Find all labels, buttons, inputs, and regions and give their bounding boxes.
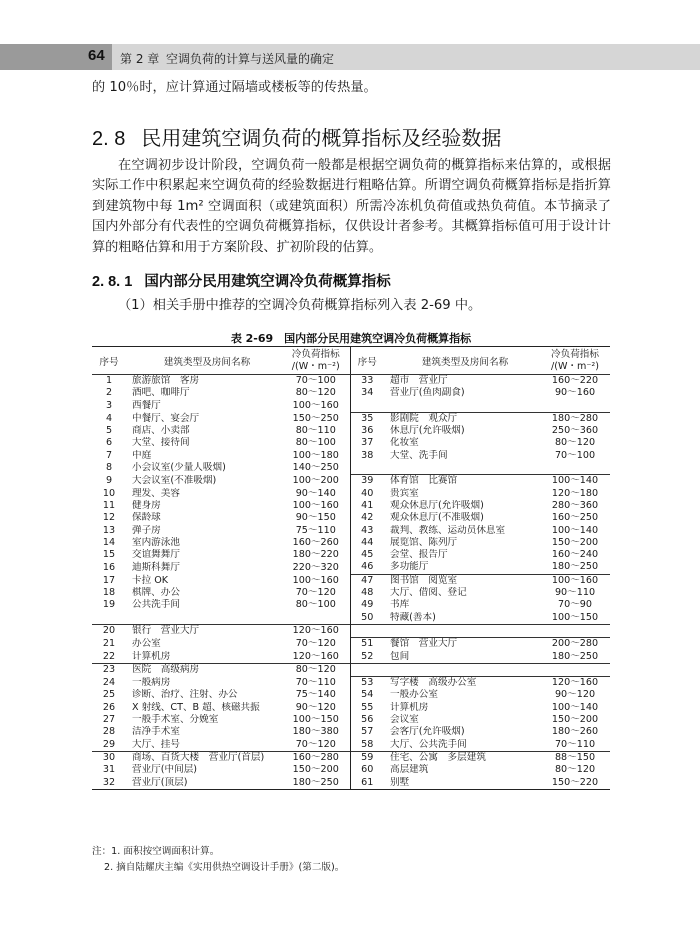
right-row-no: 37: [361, 437, 374, 449]
table-row: [92, 537, 610, 549]
left-row-name: 办公室: [132, 637, 161, 649]
right-row-value: 70～110: [554, 738, 596, 750]
subsection-number: 2. 8. 1: [92, 274, 133, 290]
left-row-name: 卡拉 OK: [132, 574, 169, 586]
right-row-no: 59: [350, 751, 384, 764]
header-value-right: [540, 347, 610, 375]
right-row-no: 56: [361, 714, 374, 726]
table-row: [92, 561, 610, 574]
right-row-value: 100～140: [551, 701, 599, 713]
left-row-no: 2: [105, 387, 113, 399]
section-number: 2. 8: [92, 128, 126, 150]
left-row-value: 100～150: [282, 714, 350, 726]
table-note-2: 2. 摘自陆耀庆主编《实用供热空调设计手册》(第二版)。: [104, 862, 345, 873]
left-row-name: 小会议室(少量人吸烟): [132, 462, 226, 474]
right-row-no: 52: [361, 650, 374, 662]
left-row-value: 100～180: [282, 450, 350, 462]
right-row-value: [540, 663, 610, 676]
subsection-heading: [92, 270, 391, 291]
left-row-value: 80～120: [282, 663, 350, 676]
left-row-value: 150～250: [282, 412, 350, 425]
right-row-no: 53: [350, 677, 384, 690]
right-row-name: 裁判、教练、运动员休息室: [390, 524, 506, 536]
left-row-name: 银行 营业大厅: [126, 624, 282, 637]
left-row-no: 21: [102, 637, 116, 649]
section-paragraph: 在空调初步设计阶段，空调负荷一般都是根据空调负荷的概算指标来估算的，或根据实际工作中积累起来空调负荷的经验数据进行粗略估算。所谓空调负荷概算指标是指折算到建筑物中每 1m² 空调面积（或建筑面积）所需冷冻机负荷值或热负荷值。本节摘录了国内外部分有代表性的空调负荷概算指标，仅供设计者参考。其概算指标值可用于设计计算的粗略估算和用于方案阶段、扩初阶段的估算。: [92, 158, 611, 255]
left-row-no: 17: [102, 574, 116, 586]
left-row-value: 120～160: [282, 624, 350, 637]
left-row-name: 公共洗手间: [132, 599, 180, 611]
right-row-name: 特藏(善本): [390, 611, 436, 623]
left-row-no: 3: [105, 399, 113, 411]
right-row-value: 250～360: [551, 425, 599, 437]
right-row-name: 会议室: [390, 714, 419, 726]
left-row-value: 90～120: [282, 702, 350, 714]
right-row-name: 多功能厅: [390, 561, 429, 573]
right-row-value: [540, 462, 610, 475]
right-row-value: [540, 400, 610, 413]
right-row-no: 58: [361, 738, 374, 750]
subsection-title: 国内部分民用建筑空调冷负荷概算指标: [144, 274, 391, 290]
right-row-value: 120～160: [540, 677, 610, 690]
right-row-name: 高层建筑: [390, 764, 429, 776]
left-row-no: 18: [102, 587, 116, 599]
table-row: [92, 677, 610, 690]
left-row-no: 32: [102, 776, 116, 788]
header-value-line1: 冷负荷指标: [551, 348, 599, 360]
left-row-value: 70～100: [282, 375, 350, 388]
left-row-value: 70～120: [282, 739, 350, 752]
header-no-right: 序号: [350, 347, 384, 375]
left-row-name: 大堂、接待间: [132, 437, 190, 449]
right-row-name: [384, 663, 540, 676]
right-row-no: 35: [350, 412, 384, 425]
left-row-value: 70～110: [282, 677, 350, 690]
right-row-name: 体育馆 比赛馆: [384, 475, 540, 488]
left-row-value: 150～200: [282, 764, 350, 776]
table-row: [92, 751, 610, 764]
table-row: [92, 512, 610, 524]
right-row-name: 住宅、公寓 多层建筑: [384, 751, 540, 764]
left-row-name: [126, 612, 282, 625]
right-row-no: [350, 400, 384, 413]
table-row: [92, 663, 610, 676]
table-caption: 表 2-69 国内部分民用建筑空调冷负荷概算指标: [230, 332, 472, 345]
left-row-value: 180～250: [282, 777, 350, 790]
right-row-value: 100～150: [551, 611, 599, 623]
left-row-no: 27: [102, 714, 116, 726]
right-row-name: 计算机房: [390, 701, 429, 713]
right-row-no: 40: [361, 487, 374, 499]
table-row: [92, 475, 610, 488]
left-row-name: 保龄球: [132, 512, 161, 524]
left-row-value: 100～160: [282, 574, 350, 587]
right-row-name: 休息厅(允许吸烟): [390, 425, 465, 437]
right-row-value: 88～150: [540, 751, 610, 764]
table-row: [92, 714, 610, 726]
left-row-no: 15: [102, 549, 116, 561]
table-row: [92, 488, 610, 500]
table-row: [92, 400, 610, 413]
right-row-no: 49: [361, 599, 374, 611]
right-row-name: [384, 400, 540, 413]
left-row-no: [92, 612, 126, 625]
left-row-name: 诊断、治疗、注射、办公: [132, 689, 238, 701]
table-row: [92, 739, 610, 752]
left-row-name: 健身房: [132, 499, 161, 511]
right-row-value: 180～250: [551, 650, 599, 662]
right-row-no: 47: [350, 574, 384, 587]
left-row-name: 洁净手术室: [132, 726, 180, 738]
left-row-value: 100～160: [282, 500, 350, 512]
left-row-value: 80～120: [282, 387, 350, 399]
left-row-name: 中庭: [132, 449, 152, 461]
table-row: [92, 412, 610, 425]
left-row-no: 30: [92, 751, 126, 764]
right-row-no: 44: [361, 536, 374, 548]
left-row-no: 6: [105, 437, 113, 449]
table-row: [92, 764, 610, 776]
left-row-value: 140～250: [282, 462, 350, 475]
left-row-no: 25: [102, 689, 116, 701]
right-row-value: 180～250: [551, 561, 599, 573]
left-row-no: 29: [102, 738, 116, 750]
right-row-value: 120～180: [551, 487, 599, 499]
left-row-no: 4: [105, 412, 113, 424]
right-row-no: 42: [361, 512, 374, 524]
left-row-value: 160～280: [282, 751, 350, 764]
header-value-line2: /(W・m⁻²): [291, 360, 340, 372]
left-row-no: 20: [92, 624, 126, 637]
right-row-value: 180～280: [540, 412, 610, 425]
continued-text: 的 10％时，应计算通过隔墙或楼板等的传热量。: [92, 80, 377, 95]
right-row-name: 观众休息厅(不准吸烟): [390, 512, 484, 524]
right-row-value: 90～110: [554, 587, 596, 599]
right-row-name: 会客厅(允许吸烟): [390, 726, 465, 738]
left-row-value: 220～320: [282, 561, 350, 574]
left-row-no: 12: [102, 512, 116, 524]
left-row-no: 26: [102, 701, 116, 713]
left-row-name: 商场、百货大楼 营业厅(首层): [126, 751, 282, 764]
left-row-name: 迪斯科舞厅: [132, 561, 180, 573]
right-row-value: 90～160: [554, 387, 596, 399]
right-row-value: 160～240: [551, 549, 599, 561]
right-row-no: 57: [361, 726, 374, 738]
left-row-name: 西餐厅: [132, 399, 161, 411]
left-row-no: 1: [105, 375, 113, 386]
right-row-name: 超市 营业厅: [390, 375, 448, 386]
left-row-value: 70～120: [282, 587, 350, 599]
right-row-no: 51: [350, 638, 384, 651]
left-row-no: 14: [102, 536, 116, 548]
left-row-name: 室内游泳池: [132, 536, 180, 548]
table-row: [92, 425, 610, 437]
right-row-no: 33: [361, 375, 374, 386]
right-row-name: 一般办公室: [390, 689, 438, 701]
left-row-no: 9: [105, 475, 113, 487]
right-row-name: [384, 624, 540, 637]
table-row: [92, 387, 610, 399]
left-row-name: 营业厅(中间层): [132, 764, 198, 776]
section-title: 民用建筑空调负荷的概算指标及经验数据: [141, 126, 502, 150]
left-row-no: 23: [92, 663, 126, 676]
left-row-name: 旅游旅馆 客房: [132, 375, 200, 386]
right-row-no: 43: [361, 524, 374, 536]
right-row-value: 80～120: [554, 764, 596, 776]
table-row: [92, 462, 610, 475]
right-row-no: 60: [361, 764, 374, 776]
left-row-value: 75～110: [282, 525, 350, 537]
right-row-name: 营业厅(鱼肉副食): [390, 387, 465, 399]
right-row-name: 大厅、公共洗手间: [390, 738, 467, 750]
left-row-no: 19: [102, 599, 116, 611]
table-row: [92, 612, 610, 625]
header-name-left: 建筑类型及房间名称: [126, 347, 282, 375]
right-row-value: 70～90: [557, 599, 592, 611]
right-row-no: 48: [361, 587, 374, 599]
left-row-name: 大厅、挂号: [132, 738, 180, 750]
left-row-name: 中餐厅、宴会厅: [132, 412, 200, 424]
right-row-name: 餐馆 营业大厅: [384, 638, 540, 651]
table-row: [92, 574, 610, 587]
left-row-name: X 射线、CT、B 超、核磁共振: [132, 701, 260, 713]
table-row: [92, 651, 610, 664]
left-row-value: [282, 612, 350, 625]
left-row-value: 70～120: [282, 638, 350, 651]
right-row-no: 45: [361, 549, 374, 561]
right-row-value: 150～200: [551, 714, 599, 726]
chapter-label: 第 2 章: [120, 52, 160, 66]
left-row-name: 计算机房: [132, 650, 171, 662]
page-number: 64: [88, 47, 105, 64]
left-row-name: 酒吧、咖啡厅: [132, 387, 190, 399]
right-row-no: [350, 624, 384, 637]
left-row-name: 交谊舞舞厅: [132, 549, 180, 561]
right-row-value: [540, 624, 610, 637]
right-row-name: 大堂、洗手间: [390, 449, 448, 461]
left-row-name: 医院 高级病房: [126, 663, 282, 676]
right-row-no: [350, 663, 384, 676]
left-row-no: 5: [105, 425, 113, 437]
table-row: [92, 375, 610, 388]
right-row-name: 展览馆、陈列厅: [390, 536, 458, 548]
table-row: [92, 624, 610, 637]
left-row-no: 11: [102, 499, 116, 511]
right-row-value: 160～220: [551, 375, 599, 386]
header-value-line2: /(W・m⁻²): [550, 360, 600, 372]
table-row: [92, 437, 610, 449]
running-header: [0, 44, 700, 70]
load-index-table: [92, 346, 610, 790]
left-row-name: 理发、美容: [132, 487, 180, 499]
table-row: [92, 702, 610, 714]
right-row-no: 46: [361, 561, 374, 573]
table-row: [92, 638, 610, 651]
right-row-name: 影剧院 观众厅: [384, 412, 540, 425]
right-row-name: 大厅、借阅、登记: [390, 587, 467, 599]
table-note-1: 注：1. 面积按空调面积计算。: [92, 846, 220, 857]
left-row-no: 8: [105, 462, 113, 474]
left-row-value: 80～100: [282, 437, 350, 449]
table-intro: （1）相关手册中推荐的空调冷负荷概算指标列入表 2-69 中。: [118, 298, 482, 313]
left-row-name: 棋牌、办公: [132, 587, 180, 599]
right-row-value: 100～140: [540, 475, 610, 488]
table-row: [92, 587, 610, 599]
right-row-name: 化妆室: [390, 437, 419, 449]
left-row-no: 28: [102, 726, 116, 738]
left-row-name: 营业厅(顶层): [132, 776, 188, 788]
left-row-value: 100～200: [282, 475, 350, 488]
left-row-no: 22: [102, 650, 116, 662]
right-row-value: 100～160: [540, 574, 610, 587]
table-row: [92, 726, 610, 738]
header-no-left: 序号: [92, 347, 126, 375]
left-row-value: 100～160: [282, 400, 350, 413]
table-row: [92, 689, 610, 701]
header-value-line1: 冷负荷指标: [291, 348, 340, 360]
section-heading: [92, 122, 501, 151]
table-row: [92, 525, 610, 537]
left-row-name: 商店、小卖部: [132, 425, 190, 437]
right-row-no: 54: [361, 689, 374, 701]
right-row-name: 观众休息厅(允许吸烟): [390, 499, 484, 511]
right-row-value: 150～200: [551, 536, 599, 548]
left-row-value: 90～140: [282, 488, 350, 500]
right-row-no: 41: [361, 499, 374, 511]
left-row-name: 弹子房: [132, 524, 161, 536]
header-name-right: 建筑类型及房间名称: [384, 347, 540, 375]
left-row-name: 大会议室(不准吸烟): [132, 475, 217, 487]
right-row-name: 别墅: [390, 776, 410, 788]
right-row-no: 61: [361, 776, 374, 788]
left-row-no: 24: [102, 676, 116, 688]
right-row-no: 50: [361, 611, 374, 623]
left-row-value: 160～260: [282, 537, 350, 549]
left-row-name: 一般手术室、分娩室: [132, 714, 219, 726]
left-row-no: 13: [102, 524, 116, 536]
left-row-value: 75～140: [282, 689, 350, 701]
right-row-value: 160～250: [551, 512, 599, 524]
right-row-name: 贵宾室: [390, 487, 419, 499]
left-row-value: 180～380: [282, 726, 350, 738]
left-row-value: 120～160: [282, 651, 350, 664]
right-row-value: 180～260: [551, 726, 599, 738]
right-row-name: 包间: [390, 650, 410, 662]
left-row-value: 80～110: [282, 425, 350, 437]
left-row-name: 一般病房: [132, 676, 171, 688]
left-row-no: 7: [105, 449, 113, 461]
right-row-name: 写字楼 高级办公室: [384, 677, 540, 690]
right-row-value: 280～360: [551, 499, 599, 511]
right-row-name: 书库: [390, 599, 410, 611]
left-row-no: 10: [102, 487, 116, 499]
table-row: [92, 599, 610, 611]
right-row-no: 36: [361, 425, 374, 437]
right-row-no: 34: [361, 387, 374, 399]
table-row: [92, 777, 610, 790]
left-row-value: 180～220: [282, 549, 350, 561]
left-row-no: 31: [102, 764, 116, 776]
right-row-name: 会堂、报告厅: [390, 549, 448, 561]
right-row-no: 38: [361, 449, 374, 461]
left-row-value: 90～150: [282, 512, 350, 524]
table-header-row: [92, 347, 610, 375]
right-row-value: 150～220: [551, 776, 599, 788]
header-value-left: [282, 347, 350, 375]
right-row-name: [384, 462, 540, 475]
right-row-value: 100～140: [551, 524, 599, 536]
right-row-value: 90～120: [554, 689, 596, 701]
table-row: [92, 500, 610, 512]
right-row-name: 图书馆 阅览室: [384, 574, 540, 587]
right-row-value: 80～120: [554, 437, 596, 449]
right-row-no: [350, 462, 384, 475]
table-row: [92, 450, 610, 462]
right-row-value: 70～100: [554, 449, 596, 461]
left-row-no: 16: [102, 561, 116, 573]
table-row: [92, 549, 610, 561]
right-row-value: 200～280: [540, 638, 610, 651]
chapter-title: 空调负荷的计算与送风量的确定: [166, 52, 335, 66]
right-row-no: 39: [350, 475, 384, 488]
left-row-value: 80～100: [282, 599, 350, 611]
right-row-no: 55: [361, 701, 374, 713]
